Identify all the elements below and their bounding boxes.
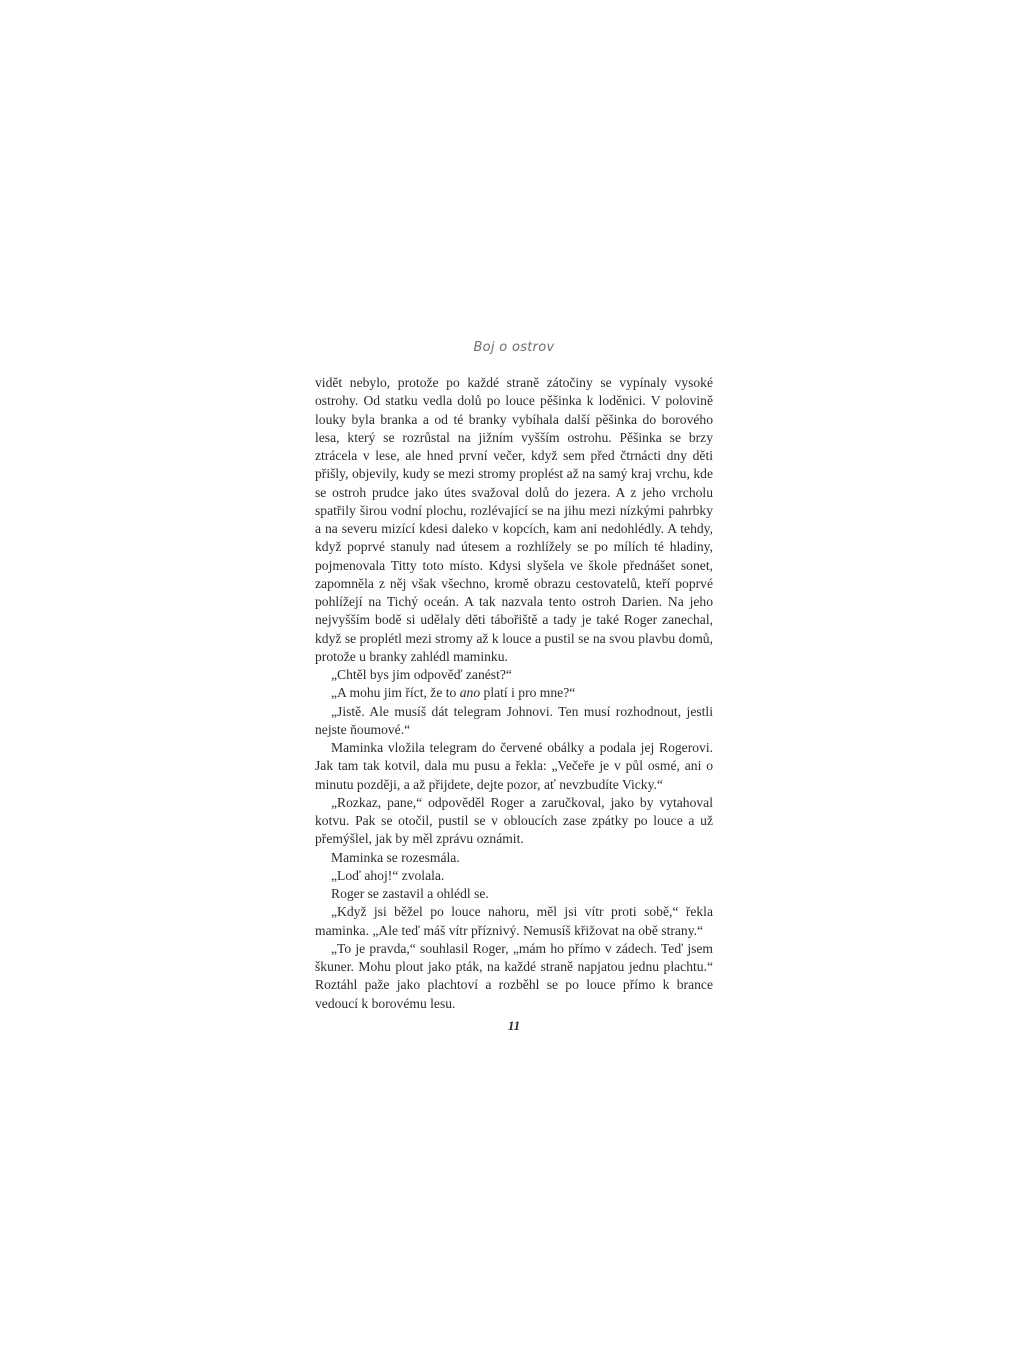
paragraph-3-after: platí i pro mne?“ <box>480 685 576 701</box>
paragraph-5: Maminka vložila telegram do červené obálky a podala jej Rogerovi. Jak tam tak kotvil, dala mu pusu a řekla: „Večeře je v půl osmé, ani o minutu později, a až přijdete, dejte pozor, ať nevzbudíte Vicky.“ <box>315 740 713 792</box>
paragraph-8: „Loď ahoj!“ zvolala. <box>331 867 445 883</box>
paragraph-6: „Rozkaz, pane,“ odpověděl Roger a zaručkoval, jako by vytahoval kotvu. Pak se otočil, pustil se v obloucích zase zpátky po louce a už přemýšlel, jak by měl zprávu oznámit. <box>315 794 713 847</box>
page-number: 11 <box>507 1018 521 1033</box>
paragraph-4: „Jistě. Ale musíš dát telegram Johnovi. Ten musí rozhodnout, jestli nejste ňoumové.“ <box>315 703 713 737</box>
running-head: Boj o ostrov <box>473 340 555 355</box>
paragraph-11: „To je pravda,“ souhlasil Roger, „mám ho přímo v zádech. Teď jsem škuner. Mohu plout jako pták, na každé straně napjatou jednu plachtu.“ Roztáhl paže jako plachtoví a rozběhl se po louce přímo k brance vedoucí k borovému lesu. <box>315 940 713 1011</box>
paragraph-2: „Chtěl bys jim odpověď zanést?“ <box>331 667 512 682</box>
paragraph-7: Maminka se rozesmála. <box>331 849 460 865</box>
paragraph-3-before: „A mohu jim říct, že to <box>331 685 460 701</box>
paragraph-3 <box>315 684 713 702</box>
paragraph-1: vidět nebylo, protože po každé straně zátočiny se vypínaly vysoké ostrohy. Od statku vedla dolů po louce pěšinka k loděnici. V polovině louky byla branka a od té branky vybíhala další pěšinka do borového lesa, který se rozrůstal na jižním vyšším ostrohu. Pěšinka se brzy ztrácela v lese, ale hned první večer, když sem před čtrnácti dny děti přišly, objevily, kudy se mezi stromy proplést až na samý kraj vrchu, kde se ostroh prudce jako útes svažoval dolů do jezera. A z jeho vrcholu spatřily širou vodní plochu, rozlévající se na jihu mezi nízkými pahrbky a na severu mizící kdesi daleko v kopcích, kam ani nedohlédly. A tehdy, když poprvé stanuly nad útesem a rozhlížely se po mílích té hladiny, pojmenovala Titty toto místo. Kdysi slyšela ve škole přednášet sonet, zapomněla z něj však všechno, kromě obrazu cestovatelů, kteří poprvé pohlížejí na Tichý oceán. A tak nazvala tento ostroh Darien. Na jeho nejvyšším bodě si udělaly děti tábořiště a tady je také Roger zanechal, když se proplétl mezi stromy až k louce a pustil se na svou plavbu domů, protože u branky zahlédl maminku. <box>315 375 713 664</box>
paragraph-3-emphasis: ano <box>459 685 481 701</box>
body-text <box>315 374 713 1013</box>
paragraph-10: „Když jsi běžel po louce nahoru, měl jsi vítr proti sobě,“ řekla maminka. „Ale teď máš vítr příznivý. Nemusíš křižovat na obě strany.“ <box>315 904 713 938</box>
paragraph-9: Roger se zastavil a ohlédl se. <box>331 886 489 901</box>
